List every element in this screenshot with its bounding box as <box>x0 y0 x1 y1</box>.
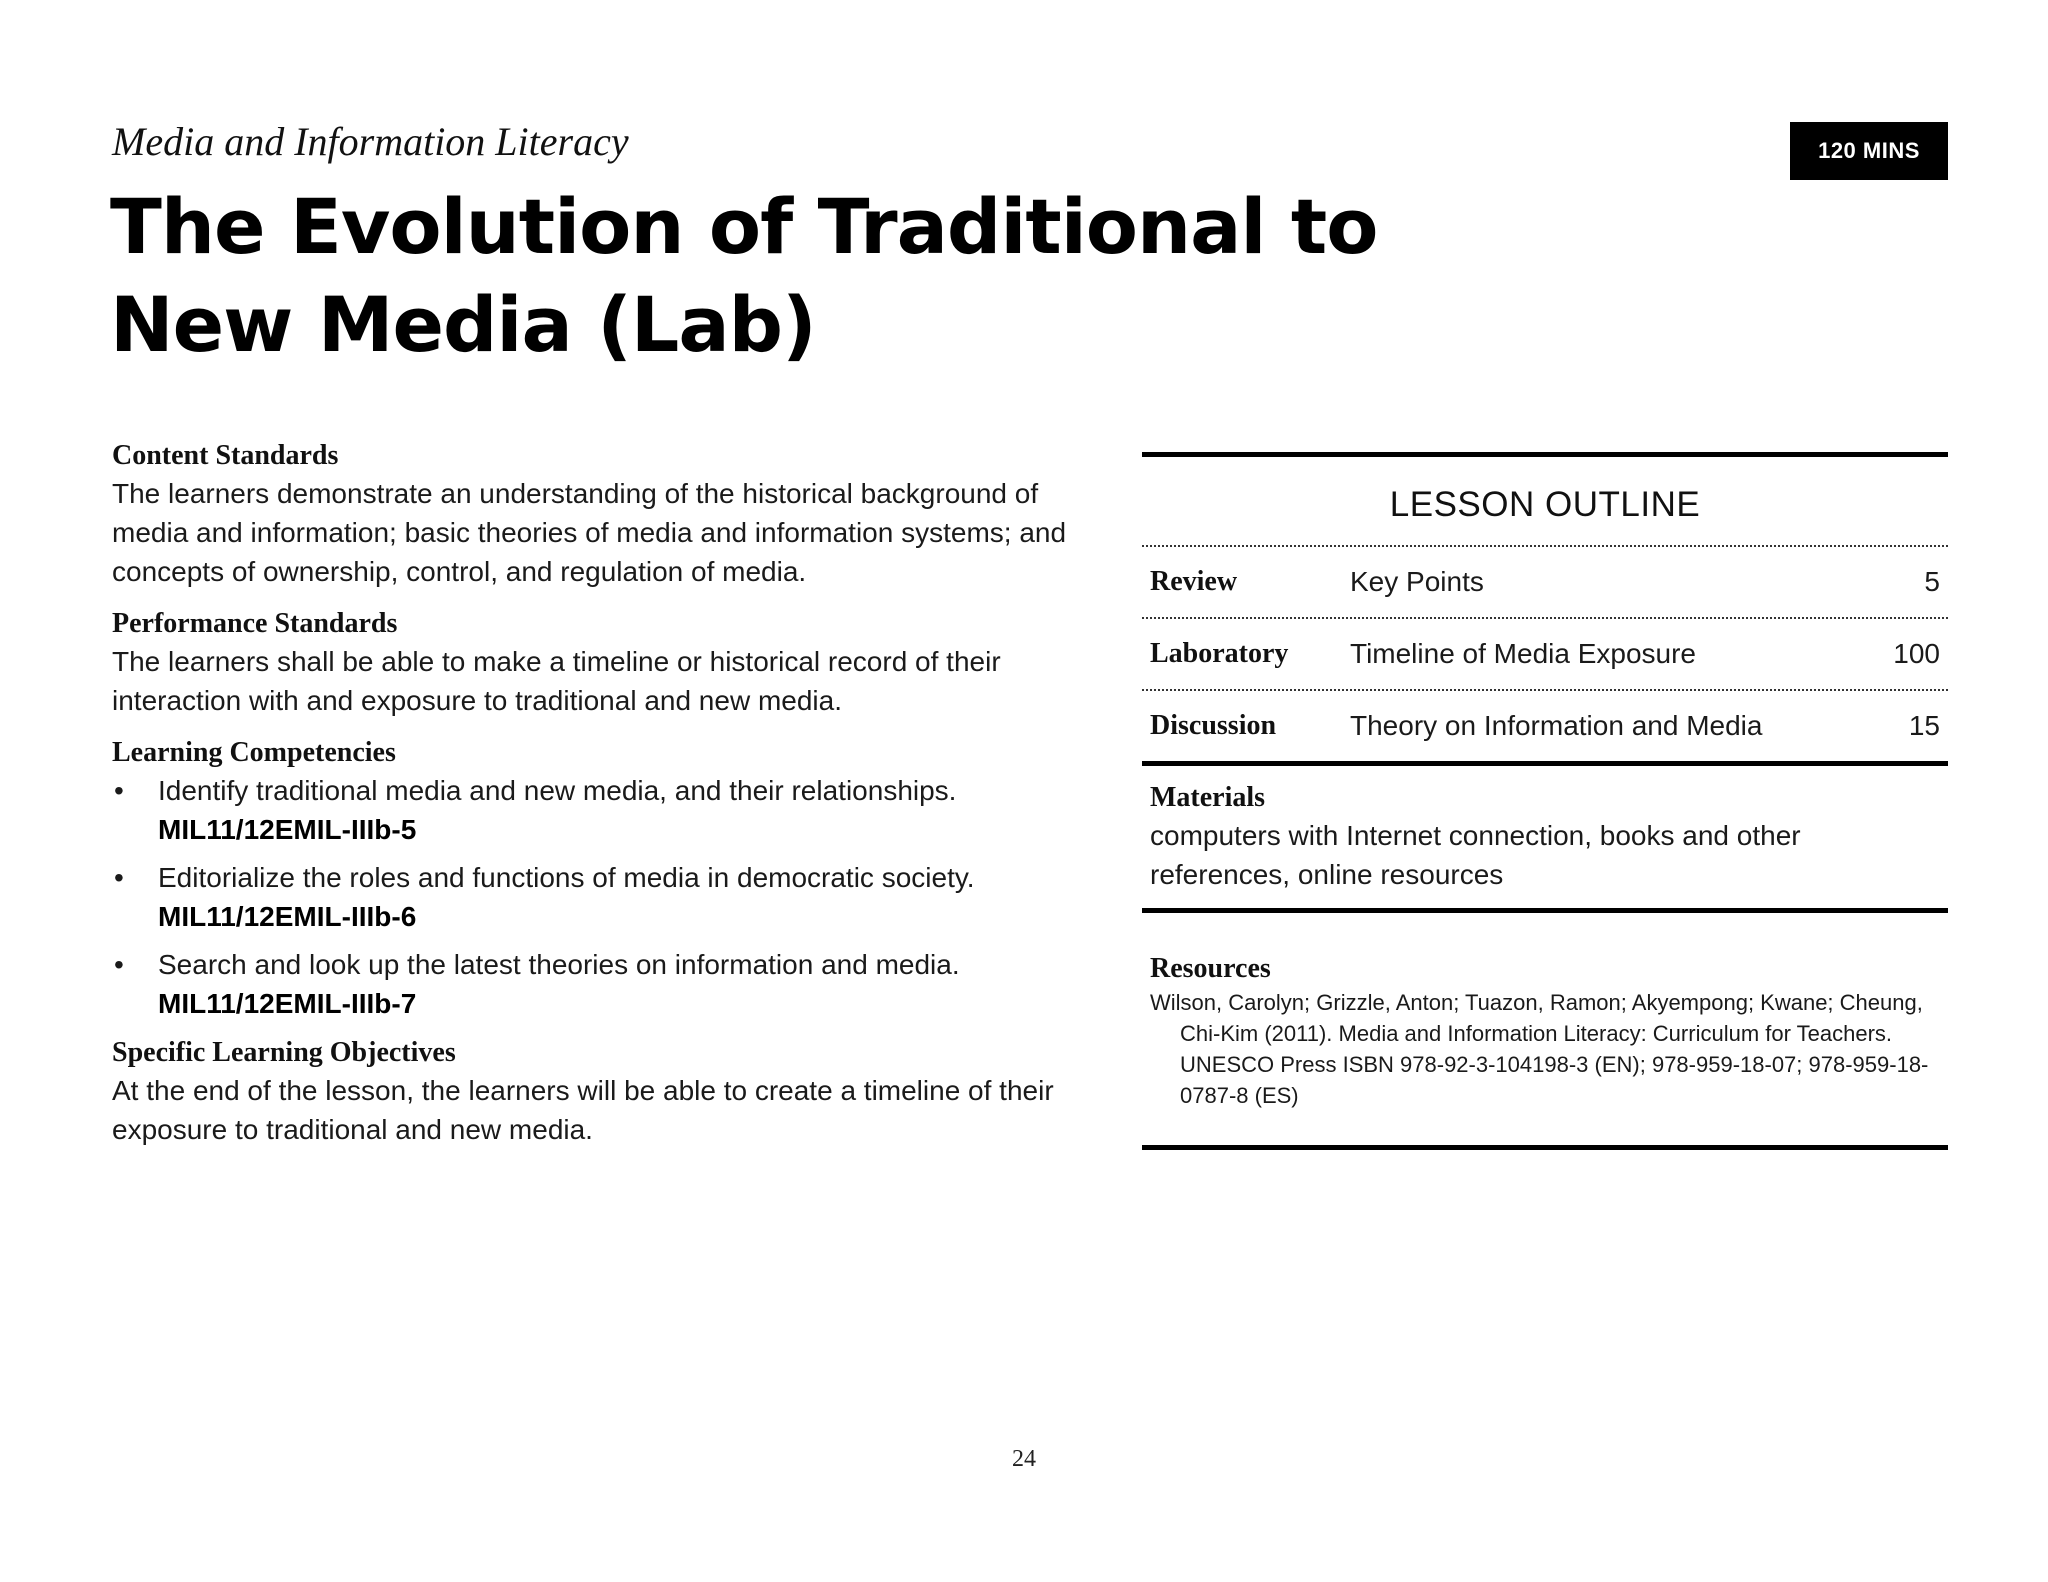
specific-objectives-text: At the end of the lesson, the learners will be able to create a timeline of their exposure to traditional and new media. <box>112 1075 1054 1145</box>
outline-row-description: Key Points <box>1350 566 1484 597</box>
competency-code: MIL11/12EMIL-IIIb-7 <box>158 988 417 1019</box>
bullet-icon: • <box>114 775 124 806</box>
performance-standards-section <box>112 606 1102 720</box>
learning-competencies-heading: Learning Competencies <box>112 737 396 768</box>
specific-objectives-heading: Specific Learning Objectives <box>112 1037 456 1068</box>
performance-standards-text: The learners shall be able to make a timeline or historical record of their interaction with and exposure to traditional and new media. <box>112 646 1001 716</box>
competency-code: MIL11/12EMIL-IIIb-5 <box>158 814 417 845</box>
outline-row-label: Discussion <box>1150 710 1277 741</box>
performance-standards-heading: Performance Standards <box>112 608 398 639</box>
competency-list <box>112 771 1102 1023</box>
bullet-icon: • <box>114 949 124 980</box>
outline-row-minutes: 15 <box>1908 710 1940 741</box>
outline-row-label: Laboratory <box>1150 638 1289 669</box>
content-standards-section <box>112 438 1102 591</box>
outline-row-minutes: 100 <box>1893 638 1940 669</box>
divider <box>1142 1145 1948 1150</box>
outline-row-description: Timeline of Media Exposure <box>1350 638 1697 669</box>
materials-heading: Materials <box>1150 782 1266 813</box>
competency-code: MIL11/12EMIL-IIIb-6 <box>158 901 417 932</box>
competency-text: Editorialize the roles and functions of media in democratic society. <box>158 862 975 893</box>
content-standards-heading: Content Standards <box>112 440 339 471</box>
competency-text: Search and look up the latest theories on information and media. <box>158 949 960 980</box>
outline-row-discussion <box>1142 691 1948 761</box>
left-column <box>112 438 1102 1164</box>
duration-badge: 120 MINS <box>1790 122 1948 180</box>
bullet-icon: • <box>114 862 124 893</box>
content-standards-text: The learners demonstrate an understanding of the historical background of media and information; basic theories of media and information systems; and concepts of ownership, control, and regulation of media. <box>112 478 1067 587</box>
subject-label: Media and Information Literacy <box>112 119 629 164</box>
outline-row-label: Review <box>1150 566 1238 597</box>
learning-competencies-section <box>112 735 1102 1023</box>
list-item <box>112 771 1102 849</box>
lesson-outline-heading: LESSON OUTLINE <box>1142 457 1948 547</box>
competency-text: Identify traditional media and new media, and their relationships. <box>158 775 957 806</box>
specific-objectives-section <box>112 1035 1102 1149</box>
outline-row-laboratory <box>1142 619 1948 691</box>
materials-section <box>1142 766 1948 908</box>
outline-row-review <box>1142 547 1948 619</box>
page-number: 24 <box>1012 1446 1036 1472</box>
list-item <box>112 945 1102 1023</box>
right-column <box>1142 452 1948 1150</box>
page-title: The Evolution of Traditional to New Media (Lab) <box>110 182 1378 369</box>
list-item <box>112 858 1102 936</box>
outline-row-minutes: 5 <box>1924 566 1940 597</box>
resources-text: Wilson, Carolyn; Grizzle, Anton; Tuazon, Ramon; Akyempong; Kwane; Cheung, Chi-Kim (2011). Media and Information Literacy: Curriculum for Teachers. UNESCO Press ISBN 978-92-3-104198-3 (EN); 978-959-18-07; 978-959-18-0787-8 (ES) <box>1150 990 1929 1108</box>
materials-text: computers with Internet connection, books and other references, online resources <box>1150 820 1801 890</box>
resources-heading: Resources <box>1150 953 1271 984</box>
resources-section <box>1142 913 1948 1145</box>
outline-row-description: Theory on Information and Media <box>1350 710 1763 741</box>
